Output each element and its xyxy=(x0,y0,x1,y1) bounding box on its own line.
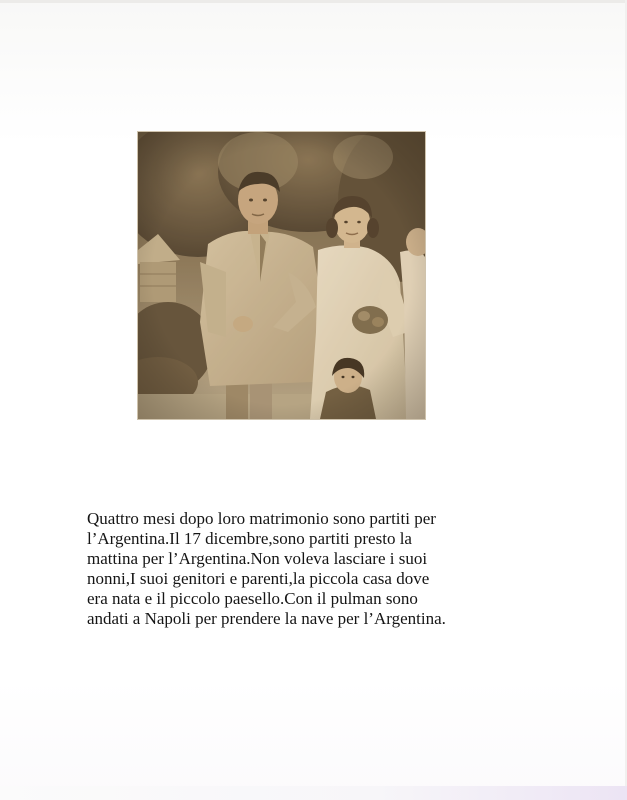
caption-line: andati a Napoli per prendere la nave per l’Argentina. xyxy=(87,609,446,628)
scan-edge-top xyxy=(0,0,627,3)
family-photo xyxy=(138,132,425,419)
caption-paragraph xyxy=(87,509,527,629)
caption-line: era nata e il piccolo paesello.Con il pulman sono xyxy=(87,589,418,608)
caption-line: nonni,I suoi genitori e parenti,la piccola casa dove xyxy=(87,569,430,588)
caption-line: mattina per l’Argentina.Non voleva lasciare i suoi xyxy=(87,549,428,568)
family-photo-illustration xyxy=(138,132,425,419)
scan-edge-bottom xyxy=(0,786,627,800)
caption-line: l’Argentina.Il 17 dicembre,sono partiti presto la xyxy=(87,529,412,548)
caption-line: Quattro mesi dopo loro matrimonio sono partiti per xyxy=(87,509,436,528)
